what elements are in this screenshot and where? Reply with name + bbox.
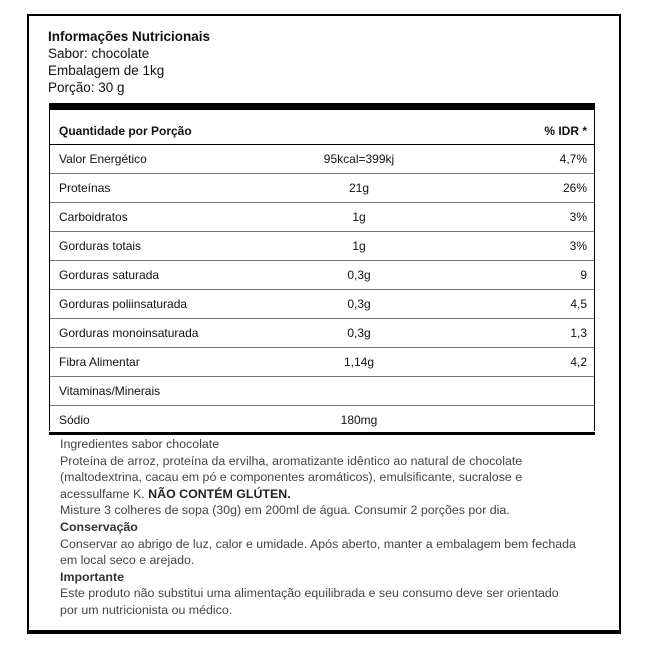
table-row [49, 319, 595, 348]
nutrition-table [49, 103, 595, 435]
row-amount: 1,14g [343, 355, 375, 369]
important-text: Este produto não substitui uma alimentação equilibrada e seu consumo deve ser orientado por um nutricionista ou médico. [60, 586, 559, 617]
row-idr: 4,5 [570, 297, 587, 311]
conservation-text: Conservar ao abrigo de luz, calor e umidade. Após aberto, manter a embalagem bem fechada em local seco e arejado. [60, 536, 576, 568]
row-name: Gorduras totais [59, 239, 142, 253]
header-quantity: Quantidade por Porção [59, 124, 192, 138]
row-amount: 180mg [340, 413, 378, 427]
row-amount: 0,3g [347, 297, 371, 311]
row-amount: 21g [348, 181, 370, 195]
table-top-bar [49, 103, 595, 110]
ingredients-text: Proteína de arroz, proteína da ervilha, aromatizante idêntico ao natural de chocolate (maltodextrina, cacau em pó e componentes aromáticos), emulsificante, sucralose e acessulfame K. [60, 453, 523, 501]
row-name: Carboidratos [59, 210, 128, 224]
row-idr: 4,7% [559, 152, 587, 166]
row-name: Proteínas [59, 181, 111, 195]
row-idr: 3% [569, 210, 587, 224]
gluten-warning: NÃO CONTÉM GLÚTEN. [148, 486, 291, 501]
table-row [49, 174, 595, 203]
row-name: Valor Energético [59, 152, 147, 166]
table-row [49, 290, 595, 319]
table-left-border [49, 103, 50, 431]
row-amount: 1g [352, 210, 366, 224]
row-idr: 3% [569, 239, 587, 253]
row-name: Sódio [59, 413, 90, 427]
table-header-row [49, 118, 595, 145]
row-idr: 4,2 [570, 355, 587, 369]
nutrition-header [48, 22, 608, 96]
portion-line: Porção: 30 g [48, 80, 125, 95]
nutrition-title: Informações Nutricionais [48, 29, 211, 44]
row-idr: 1,3 [570, 326, 587, 340]
row-name: Fibra Alimentar [59, 355, 140, 369]
conservation-title: Conservação [60, 519, 138, 534]
row-idr: 9 [580, 268, 587, 282]
row-name: Gorduras poliinsaturada [59, 297, 188, 311]
table-row [49, 232, 595, 261]
row-amount: 95kcal=399kj [323, 152, 395, 166]
important-title: Importante [60, 569, 125, 584]
usage-text: Misture 3 colheres de sopa (30g) em 200ml de água. Consumir 2 porções por dia. [60, 503, 510, 518]
flavor-line: Sabor: chocolate [48, 46, 150, 61]
table-row [49, 261, 595, 290]
product-info [60, 436, 580, 619]
table-right-border [594, 103, 595, 431]
table-row [49, 203, 595, 232]
row-name: Gorduras saturada [59, 268, 160, 282]
ingredients-block [60, 453, 580, 503]
table-row [49, 348, 595, 377]
row-amount: 0,3g [347, 268, 371, 282]
row-name: Gorduras monoinsaturada [59, 326, 199, 340]
table-row [49, 377, 595, 406]
table-row [49, 406, 595, 434]
package-line: Embalagem de 1kg [48, 63, 165, 78]
table-row [49, 145, 595, 174]
row-idr: 26% [562, 181, 587, 195]
ingredients-title: Ingredientes sabor chocolate [60, 437, 220, 451]
row-amount: 1g [352, 239, 366, 253]
row-amount: 0,3g [347, 326, 371, 340]
header-idr: % IDR * [544, 124, 587, 138]
row-name: Vitaminas/Minerais [59, 384, 161, 398]
